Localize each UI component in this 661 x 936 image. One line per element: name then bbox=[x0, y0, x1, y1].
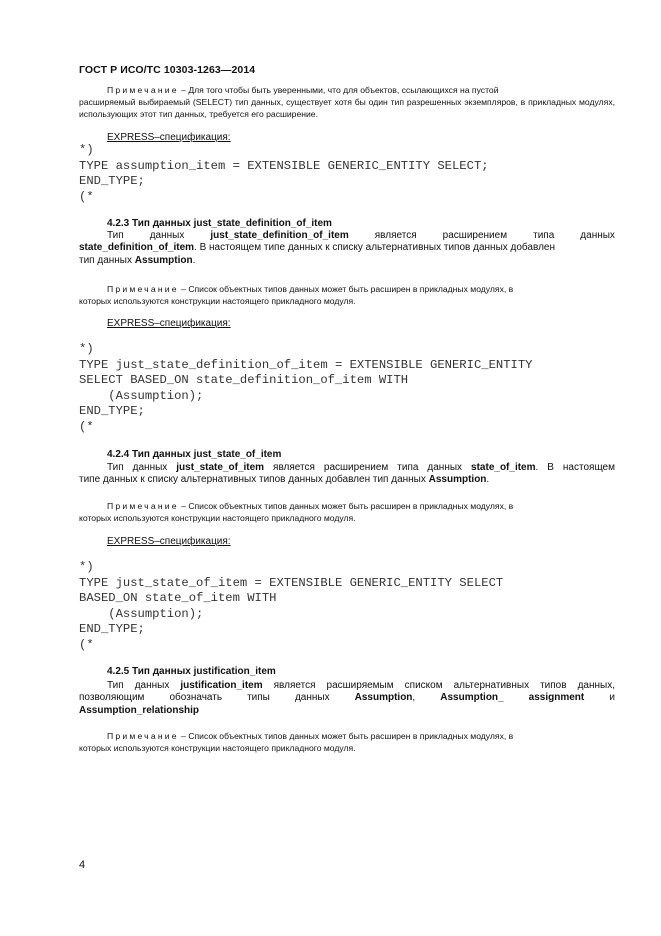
express-label-1: EXPRESS–спецификация: bbox=[107, 132, 231, 143]
code-block-2: *) TYPE just_state_definition_of_item = EXTENSIBLE GENERIC_ENTITY SELECT BASED_ON state_definition_of_item WITH (Assumption); END_TYPE; (* bbox=[79, 342, 533, 434]
para-line: Тип данных just_state_definition_of_item является расширением типа данных bbox=[107, 230, 615, 241]
section-4-2-4-text bbox=[79, 462, 615, 487]
para-line: Тип данных justification_item является расширяемым списком альтернативных типов данных, bbox=[107, 680, 615, 691]
note-2: Примечание – Список объектных типов данных может быть расширен в прикладных модулях, в которых используются конструкции настоящего прикладного модуля. bbox=[79, 284, 514, 306]
note-text-rest: расширяемый выбираемый (SELECT) тип данных, существует хотя бы один тип разрешенных экземпляров, в прикладных модулях, использующих этот тип данных, требуется его расширение. bbox=[79, 97, 615, 119]
section-title-4-2-3: 4.2.3 Тип данных just_state_definition_of_item bbox=[107, 218, 332, 229]
section-4-2-3-text bbox=[79, 230, 615, 267]
para-line: тип данных Assumption. bbox=[79, 254, 196, 266]
code-block-3: *) TYPE just_state_of_item = EXTENSIBLE GENERIC_ENTITY SELECT BASED_ON state_of_item WITH (Assumption); END_TYPE; (* bbox=[79, 560, 504, 652]
note-1: Примечание – Для того чтобы быть уверенными, что для объектов, ссылающихся на пустой расширяемый выбираемый (SELECT) тип данных, существует хотя бы один тип разрешенных экземпляров, в прикладных модулях, использующих этот тип данных, требуется его расширение. bbox=[79, 85, 615, 119]
note-label: Примечание bbox=[107, 85, 179, 95]
section-4-2-5-text bbox=[79, 680, 615, 717]
document-header: ГОСТ Р ИСО/ТС 10303-1263—2014 bbox=[79, 64, 256, 76]
para-line: Тип данных just_state_of_item является расширением типа данных state_of_item. В настоящем bbox=[107, 462, 615, 473]
code-block-1: *) TYPE assumption_item = EXTENSIBLE GENERIC_ENTITY SELECT; END_TYPE; (* bbox=[79, 143, 489, 204]
para-line: Assumption_relationship bbox=[79, 704, 200, 716]
para-line: позволяющим обозначать типы данных Assumption, Assumption_ assignment и bbox=[79, 692, 615, 704]
note-text: Для того чтобы быть уверенными, что для объектов, ссылающихся на пустой bbox=[188, 85, 499, 95]
note-4: Примечание – Список объектных типов данных может быть расширен в прикладных модулях, в которых используются конструкции настоящего прикладного модуля. bbox=[79, 731, 514, 753]
page-number: 4 bbox=[79, 859, 86, 871]
para-line: типе данных к списку альтернативных типов данных добавлен тип данных Assumption. bbox=[79, 474, 490, 486]
section-title-4-2-5: 4.2.5 Тип данных justification_item bbox=[107, 666, 276, 677]
section-title-4-2-4: 4.2.4 Тип данных just_state_of_item bbox=[107, 449, 282, 460]
express-label-2: EXPRESS–спецификация: bbox=[107, 318, 231, 329]
express-label-3: EXPRESS–спецификация: bbox=[107, 536, 231, 547]
para-line: state_definition_of_item. В настоящем типе данных к списку альтернативных типов данных добавлен bbox=[79, 242, 555, 254]
note-3: Примечание – Список объектных типов данных может быть расширен в прикладных модулях, в которых используются конструкции настоящего прикладного модуля. bbox=[79, 501, 514, 523]
